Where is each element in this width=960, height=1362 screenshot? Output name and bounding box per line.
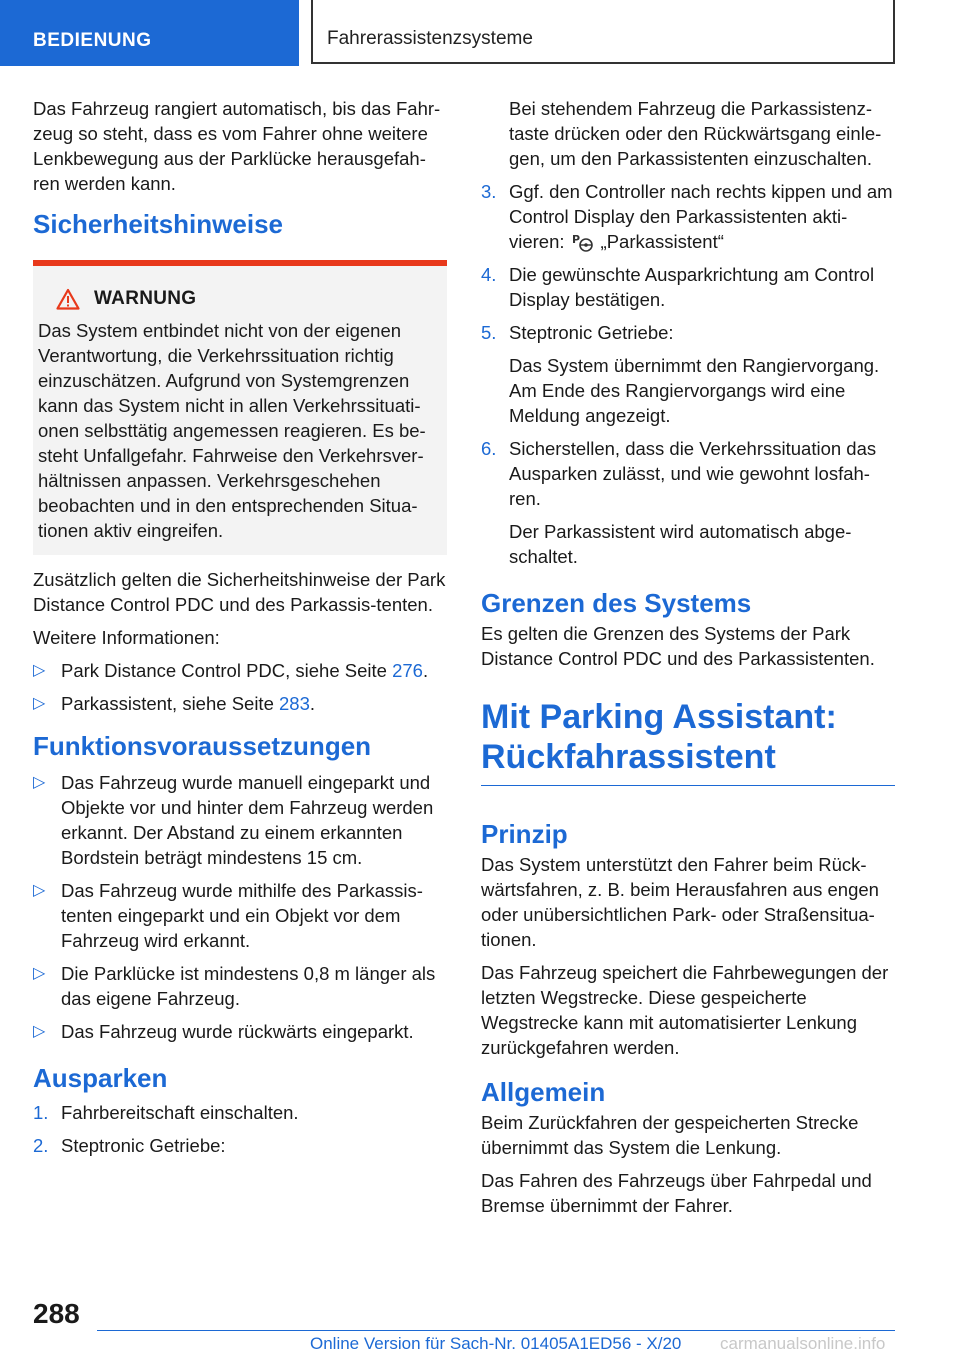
limits-heading: Grenzen des Systems: [481, 588, 752, 618]
auspark-steps: [33, 1100, 447, 1158]
step-number: 4.: [481, 264, 497, 285]
list-item: ▷ Das Fahrzeug wurde rückwärts eingeparkt.: [33, 1021, 414, 1042]
intro-text: Das Fahrzeug rangiert automatisch, bis das Fahr-zeug so steht, dass es vom Fahrer ohne weitere Lenkbewegung aus der Parklücke herausgefah-ren werden kann.: [33, 98, 441, 194]
limits-text: Es gelten die Grenzen des Systems der Park Distance Control PDC und des Parkassistenten.: [481, 623, 875, 669]
list-item: ▷ Die Parklücke ist mindestens 0,8 m länger als das eigene Fahrzeug.: [33, 963, 436, 1009]
step-number: 1.: [33, 1102, 49, 1123]
chapter-header: [311, 0, 895, 64]
list-item: 5. Steptronic Getriebe: Das System übernimmt den Rangiervorgang. Am Ende des Rangiervorgangs wird eine Meldung angezeigt.: [481, 320, 895, 428]
bullet-triangle-icon: ▷: [33, 882, 46, 899]
step5-detail: Das System übernimmt den Rangiervorgang. Am Ende des Rangiervorgangs wird eine Meldung angezeigt.: [509, 355, 880, 426]
warning-triangle-icon: [56, 288, 80, 310]
heading-rule: [481, 785, 895, 786]
warning-text: Das System entbindet nicht von der eigenen Verantwortung, die Verkehrssituation richtig einzuschätzen. Aufgrund von Systemgrenzen kann das System nicht in allen Verkehrssituati-onen selbsttätig angemessen reagieren. Es be-steht Unfallgefahr. Fahrweise den Verkehrsver-hältnissen anpassen. Verkehrsgeschehen beobachten und in den entsprechenden Situa-tionen aktiv eingreifen.: [38, 320, 426, 541]
also-safety-text: Zusätzlich gelten die Sicherheitshinweise der Park Distance Control PDC und des Parkassis-tenten.: [33, 569, 446, 615]
list-item: 2. Steptronic Getriebe:: [33, 1135, 226, 1156]
bullet-triangle-icon: ▷: [33, 1023, 46, 1040]
page-number: 288: [33, 1298, 80, 1329]
page-link-276[interactable]: 276: [392, 660, 423, 681]
more-info-label: Weitere Informationen:: [33, 627, 220, 648]
list-item: ▷ Das Fahrzeug wurde manuell eingeparkt und Objekte vor und hinter dem Fahrzeug werden erkannt. Der Abstand zu einem erkannten Bordstein beträgt mindestens 15 cm.: [33, 772, 434, 868]
online-version-text: Online Version für Sach-Nr. 01405A1ED56 - X/20: [310, 1334, 682, 1353]
left-column: [33, 96, 447, 1168]
watermark-text: carmanualsonline.info: [720, 1334, 886, 1353]
step6-detail: Der Parkassistent wird automatisch abge-schaltet.: [509, 521, 852, 567]
step-number: 6.: [481, 438, 497, 459]
warning-box: [33, 260, 447, 555]
list-item: 3. Ggf. den Controller nach rechts kippen und am Control Display den Parkassistenten akti-vieren: P „Parkassistent“: [481, 181, 893, 252]
bullet-triangle-icon: ▷: [33, 965, 46, 982]
section-label: BEDIENUNG: [33, 30, 152, 51]
step2-continued: Bei stehendem Fahrzeug die Parkassistenz-taste drücken oder den Rückwärtsgang einle-gen, um den Parkassistenten einzuschalten.: [509, 98, 882, 169]
chapter-label: Fahrerassistenzsysteme: [327, 28, 533, 49]
list-item: ▷ Park Distance Control PDC, siehe Seite 276.: [33, 660, 429, 681]
step-number: 2.: [33, 1135, 49, 1156]
list-item: ▷ Parkassistent, siehe Seite 283.: [33, 693, 316, 714]
bullet-triangle-icon: ▷: [33, 695, 46, 712]
bullet-triangle-icon: ▷: [33, 662, 46, 679]
warning-title: WARNUNG: [94, 288, 197, 309]
right-column: [481, 96, 895, 1226]
general-heading: Allgemein: [481, 1077, 606, 1107]
bullet-triangle-icon: ▷: [33, 774, 46, 791]
section-tab: [0, 0, 299, 66]
general-text-2: Das Fahren des Fahrzeugs über Fahrpedal und Bremse übernimmt der Fahrer.: [481, 1170, 872, 1216]
general-text-1: Beim Zurückfahren der gespeicherten Strecke übernimmt das System die Lenkung.: [481, 1112, 859, 1158]
main-heading: Mit Parking Assistant: Rückfahrassistent: [481, 698, 837, 776]
safety-heading: Sicherheitshinweise: [33, 209, 283, 239]
function-requirements-heading: Funktionsvoraussetzungen: [33, 731, 372, 761]
step-number: 3.: [481, 181, 497, 202]
svg-text:P: P: [571, 233, 580, 246]
list-item: 6. Sicherstellen, dass die Verkehrssituation das Ausparken zulässt, und wie gewohnt losfah-ren. Der Parkassistent wird automatisch abge-schaltet.: [481, 436, 895, 569]
auspark-steps-cont: [481, 179, 895, 569]
requirements-list: [33, 770, 447, 1044]
principle-text-1: Das System unterstützt den Fahrer beim Rück-wärtsfahren, z. B. beim Herausfahren aus engen oder unübersichtlichen Park- oder Straßensitua-tionen.: [481, 854, 879, 950]
list-item: 4. Die gewünschte Ausparkrichtung am Control Display bestätigen.: [481, 264, 875, 310]
warning-title-row: [38, 288, 439, 310]
list-item: 1. Fahrbereitschaft einschalten.: [33, 1102, 299, 1123]
principle-heading: Prinzip: [481, 819, 568, 849]
info-link-list: [33, 658, 447, 716]
park-assist-icon: [571, 232, 595, 252]
page-link-283[interactable]: 283: [279, 693, 310, 714]
list-item: ▷ Das Fahrzeug wurde mithilfe des Parkassis-tenten eingeparkt und ein Objekt vor dem Fahrzeug wird erkannt.: [33, 880, 423, 951]
step-number: 5.: [481, 322, 497, 343]
principle-text-2: Das Fahrzeug speichert die Fahrbewegungen der letzten Wegstrecke. Diese gespeicherte Wegstrecke kann mit automatisierter Lenkung zurückgefahren werden.: [481, 962, 889, 1058]
auspark-heading: Ausparken: [33, 1063, 168, 1093]
footer-rule: [97, 1330, 895, 1331]
